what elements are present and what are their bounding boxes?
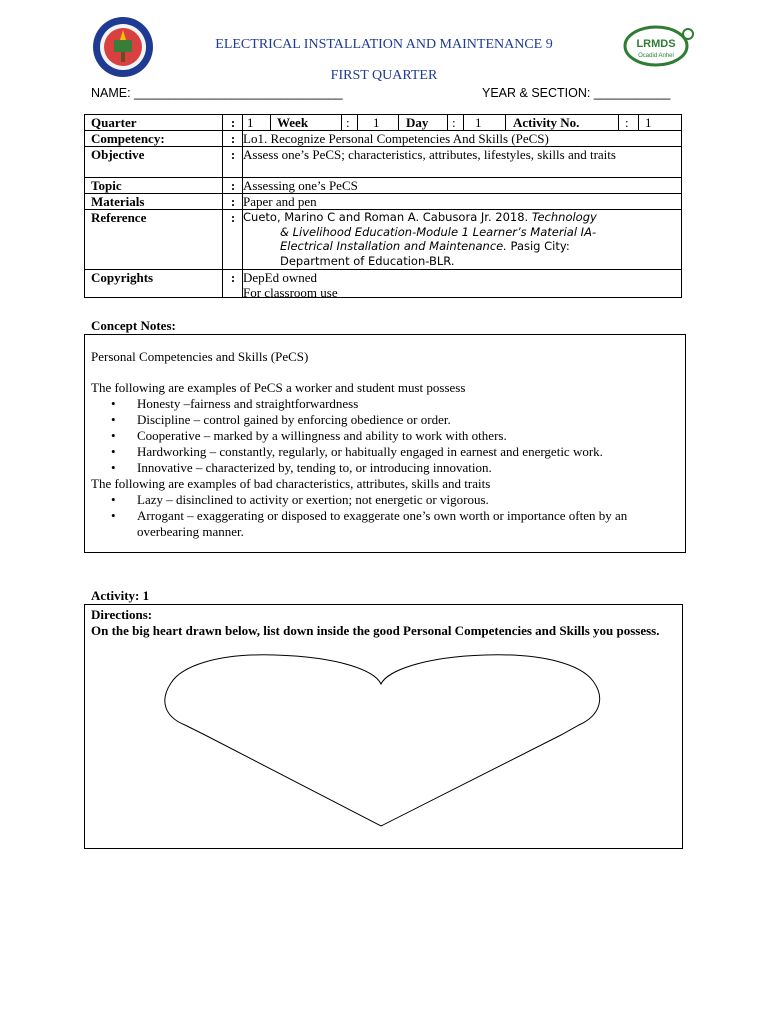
topic-value: Assessing one’s PeCS	[243, 178, 358, 193]
objective-value: Assess one’s PeCS; characteristics, attributes, lifestyles, skills and traits	[243, 147, 616, 162]
colon: :	[452, 115, 456, 130]
quarter-value: 1	[247, 115, 254, 130]
svg-text:LRMDS: LRMDS	[636, 38, 676, 50]
objective-label: Objective	[91, 147, 145, 162]
list-item: • Honesty –fairness and straightforwardness	[137, 396, 681, 412]
bad-traits-intro: The following are examples of bad characteristics, attributes, skills and traits	[91, 476, 491, 491]
concept-notes-heading: Concept Notes:	[91, 318, 176, 333]
document-subtitle: FIRST QUARTER	[330, 68, 438, 83]
week-label: Week	[277, 115, 309, 130]
concept-title: Personal Competencies and Skills (PeCS)	[91, 349, 309, 364]
year-section-field-label: YEAR & SECTION: ___________	[482, 86, 671, 100]
list-item: • Cooperative – marked by a willingness and ability to work with others.	[137, 428, 681, 444]
colon: :	[230, 194, 236, 209]
activity-box	[84, 604, 683, 849]
colon: :	[230, 115, 236, 130]
directions-label: Directions:	[91, 607, 153, 622]
heart-outline-drawing	[85, 605, 682, 848]
topic-label: Topic	[91, 178, 122, 193]
activity-no-value: 1	[645, 115, 652, 130]
concept-notes-box	[84, 334, 686, 553]
competency-label: Competency:	[91, 131, 165, 146]
materials-label: Materials	[91, 194, 145, 209]
document-title: ELECTRICAL INSTALLATION AND MAINTENANCE 9	[215, 37, 553, 52]
bad-traits-list	[91, 492, 681, 540]
svg-text:Ocadid Anhel: Ocadid Anhel	[638, 53, 674, 59]
list-item: • Lazy – disinclined to activity or exertion; not energetic or vigorous.	[137, 492, 681, 508]
day-value: 1	[475, 115, 482, 130]
activity-no-label: Activity No.	[513, 115, 580, 130]
materials-value: Paper and pen	[243, 194, 317, 209]
colon: :	[230, 131, 236, 146]
colon: :	[346, 115, 350, 130]
colon: :	[230, 178, 236, 193]
activity-heading: Activity: 1	[91, 588, 150, 603]
directions-text: On the big heart drawn below, list down inside the good Personal Competencies and Skills you possess.	[91, 623, 660, 638]
list-item: • Discipline – control gained by enforcing obedience or order.	[137, 412, 681, 428]
copyrights-value-2: For classroom use	[243, 285, 338, 300]
colon: :	[230, 210, 236, 225]
list-item: • Hardworking – constantly, regularly, or habitually engaged in earnest and energetic work.	[137, 444, 681, 460]
colon: :	[230, 270, 236, 285]
name-field-label: NAME: ______________________________	[91, 86, 343, 100]
copyrights-label: Copyrights	[91, 270, 154, 285]
reference-label: Reference	[91, 210, 147, 225]
week-value: 1	[373, 115, 380, 130]
colon: :	[625, 115, 629, 130]
copyrights-value-1: DepEd owned	[243, 270, 318, 285]
list-item: • Arrogant – exaggerating or disposed to exaggerate one’s own worth or importance often by an overbearing manner.	[137, 508, 681, 540]
colon: :	[230, 147, 236, 162]
good-pecs-list	[91, 396, 681, 476]
lesson-info-table	[84, 114, 682, 298]
list-item: • Innovative – characterized by, tending to, or introducing innovation.	[137, 460, 681, 476]
good-pecs-intro: The following are examples of PeCS a worker and student must possess	[91, 380, 466, 395]
competency-value: Lo1. Recognize Personal Competencies And Skills (PeCS)	[243, 131, 549, 146]
day-label: Day	[406, 115, 429, 130]
quarter-label: Quarter	[91, 115, 137, 130]
reference-value: Cueto, Marino C and Roman A. Cabusora Jr. 2018. Technology & Livelihood Education-Module 1 Learner’s Material IA- Electrical Installation and Maintenance. Pasig City: Department of Education-BLR.	[243, 210, 597, 268]
